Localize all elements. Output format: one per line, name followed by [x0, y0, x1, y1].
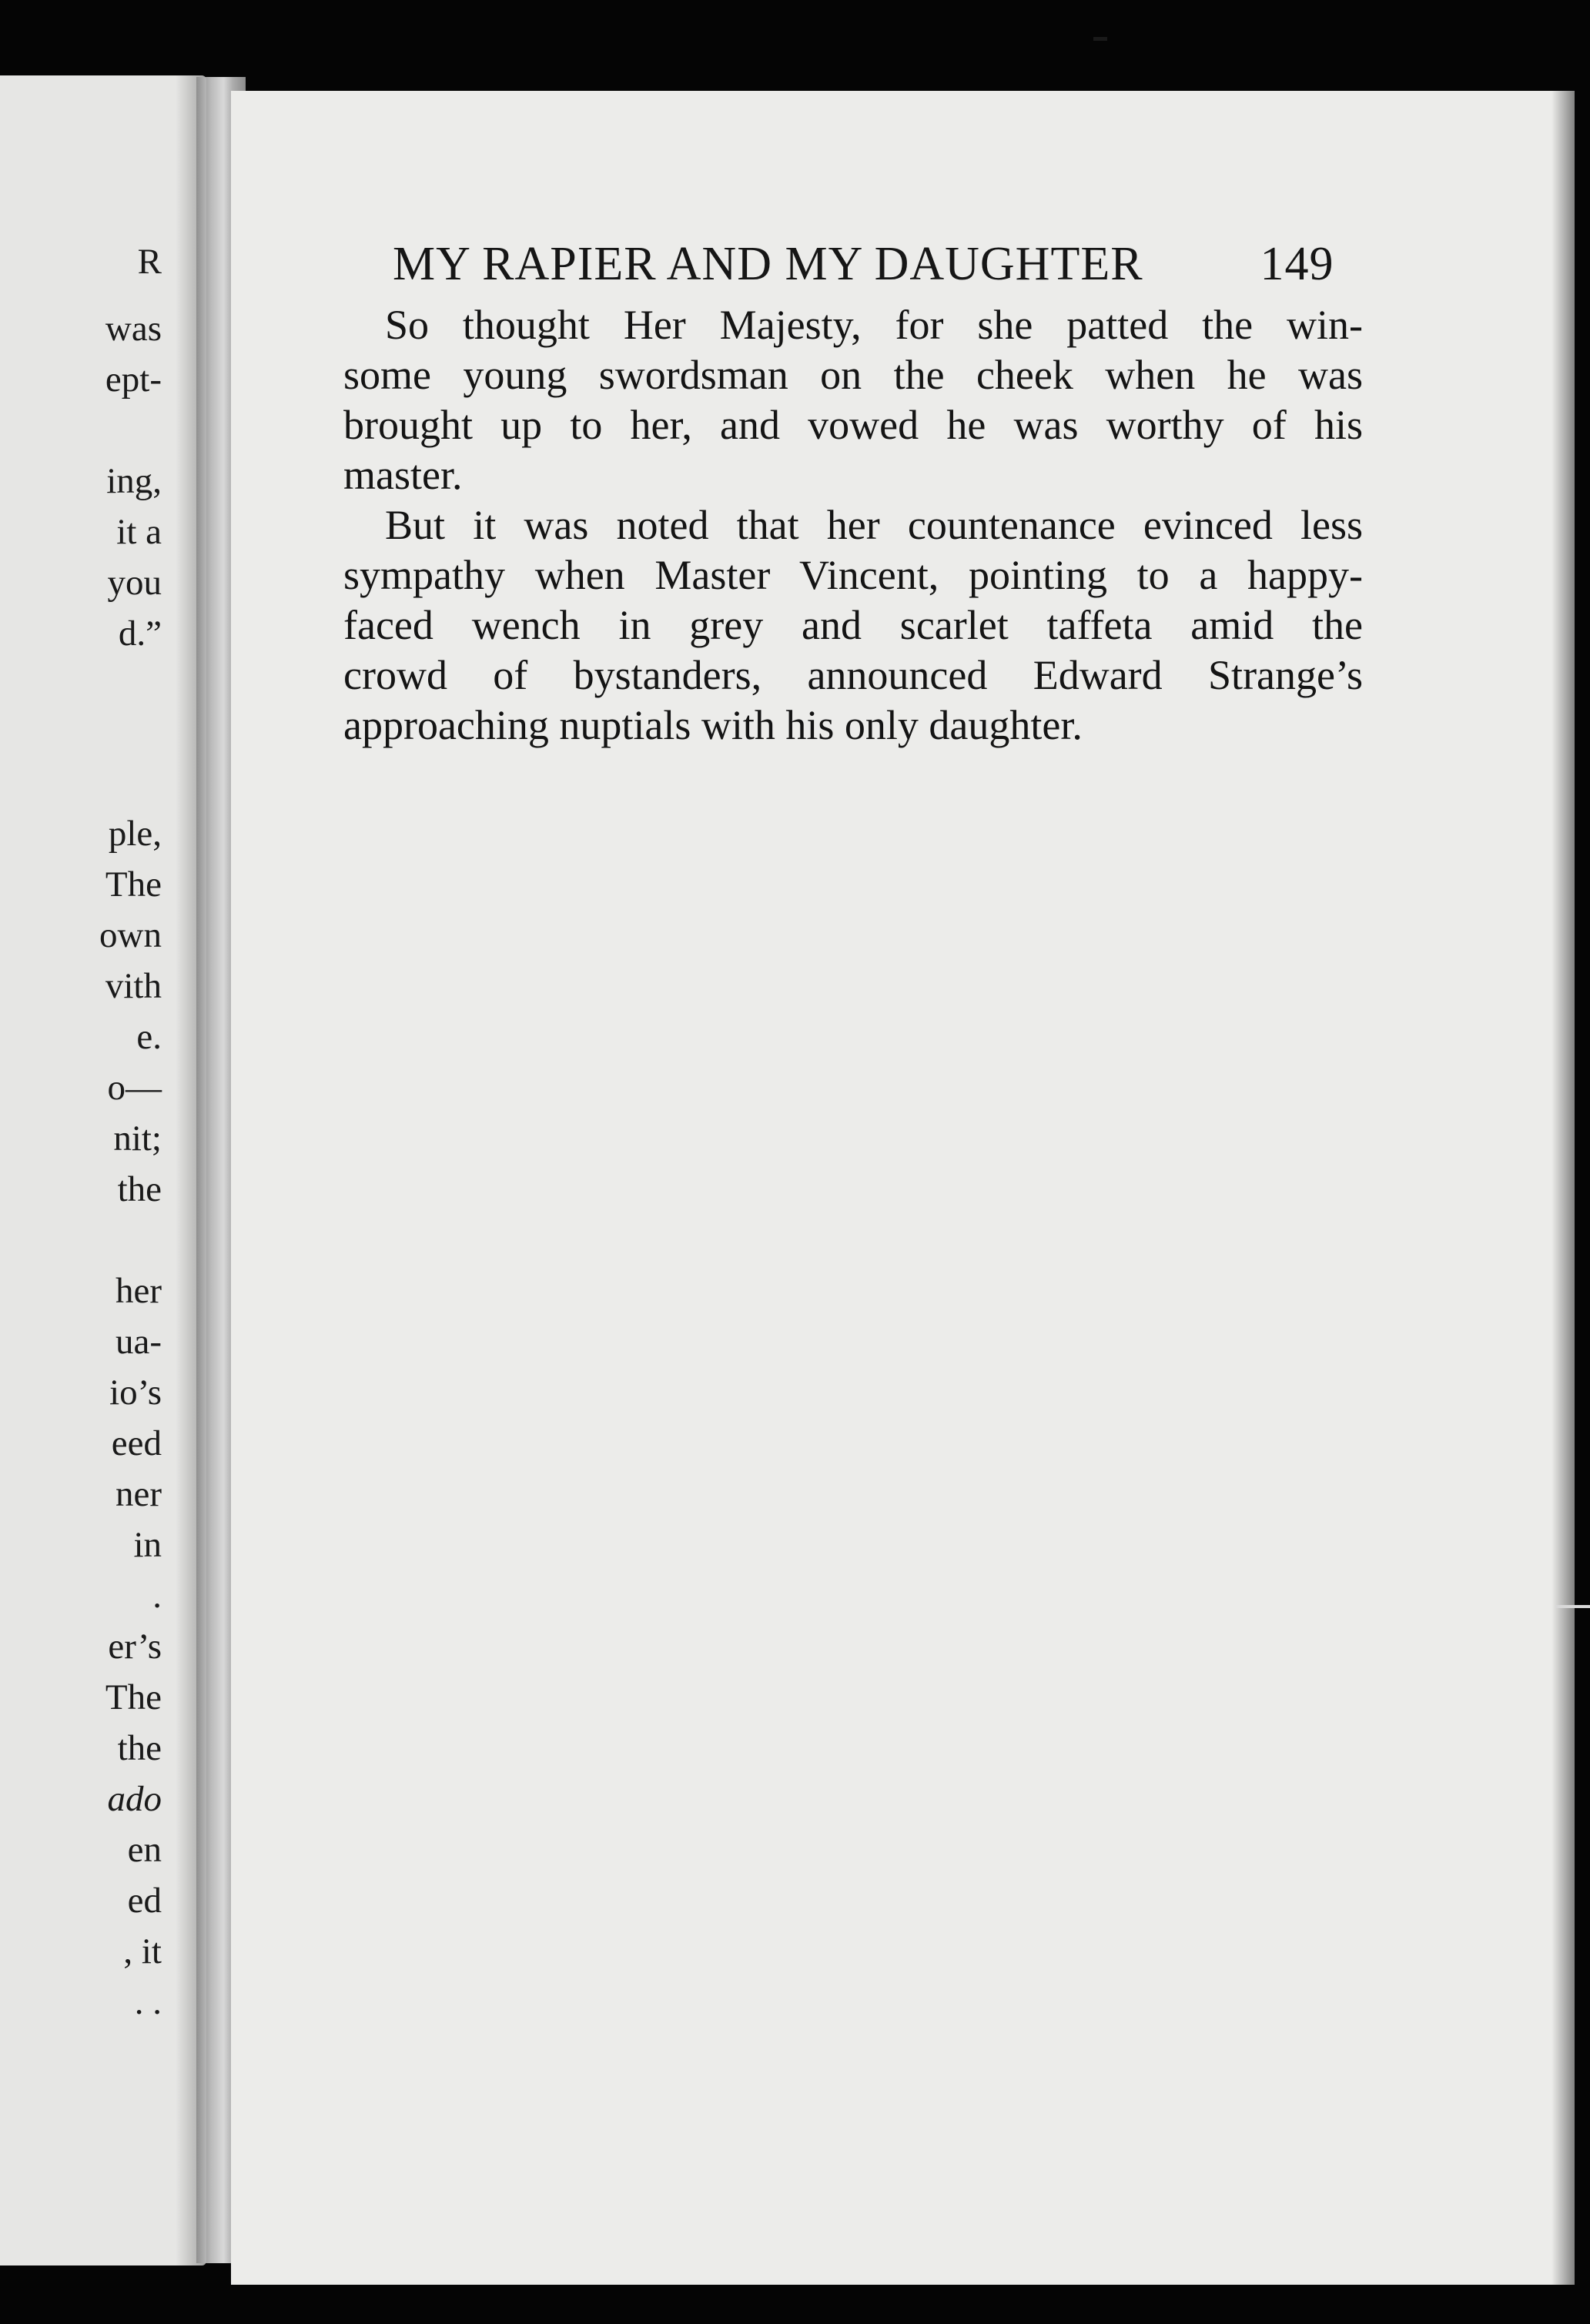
left-fragment: ing, [106, 461, 162, 501]
left-fragment: own [99, 915, 162, 955]
left-fragment: o— [107, 1068, 162, 1108]
text-line: crowd of bystanders, announced Edward Strange’s [343, 652, 1363, 698]
left-fragment: you [107, 563, 162, 603]
left-fragment: The [105, 864, 162, 905]
text-line: master. [343, 452, 463, 498]
running-title: MY RAPIER AND MY DAUGHTER [393, 238, 1143, 290]
page-number: 149 [1260, 238, 1334, 290]
text-line: So thought Her Majesty, for she patted the win- [385, 302, 1363, 348]
left-fragment: eed [111, 1423, 162, 1463]
left-fragment: . [152, 1576, 162, 1616]
left-fragment: ed [127, 1881, 162, 1921]
left-fragment: en [127, 1830, 162, 1870]
left-fragment: it a [116, 512, 162, 552]
left-fragment: er’s [108, 1627, 162, 1667]
running-head [393, 237, 1394, 292]
text-line: brought up to her, and vowed he was worthy of his [343, 402, 1363, 448]
text-line: approaching nuptials with his only daughter. [343, 702, 1083, 748]
left-fragment: d.” [118, 614, 162, 654]
left-fragment: vith [105, 966, 162, 1006]
scan-speck [1093, 37, 1107, 41]
left-fragment: e. [136, 1017, 162, 1057]
scan-speck [1555, 1605, 1590, 1608]
left-fragment: ado [107, 1779, 162, 1819]
left-fragment: the [117, 1728, 162, 1768]
left-fragment: R [137, 242, 162, 282]
left-fragment: The [105, 1677, 162, 1717]
text-line: some young swordsman on the cheek when he was [343, 352, 1363, 398]
body-text [343, 300, 1363, 751]
left-fragment: in [133, 1525, 162, 1565]
left-fragment: ua- [115, 1322, 162, 1362]
left-fragment: the [117, 1169, 162, 1209]
left-fragment: , it [123, 1931, 162, 1971]
left-fragment: nit; [113, 1119, 162, 1159]
text-line: But it was noted that her countenance evinced less [385, 502, 1363, 548]
left-fragment: ept- [105, 359, 162, 400]
left-fragment: was [105, 309, 162, 349]
left-fragment: her [115, 1271, 162, 1311]
left-fragment: ple, [108, 814, 162, 854]
current-page [231, 91, 1575, 2285]
text-line: faced wench in grey and scarlet taffeta amid the [343, 602, 1363, 648]
text-line: sympathy when Master Vincent, pointing to a happy- [343, 552, 1363, 598]
left-fragment: io’s [109, 1373, 162, 1413]
left-fragment: . . [134, 1982, 162, 2022]
previous-page [0, 75, 206, 2265]
left-fragment: ner [115, 1474, 162, 1514]
page-edge-shadow [1552, 91, 1575, 2285]
